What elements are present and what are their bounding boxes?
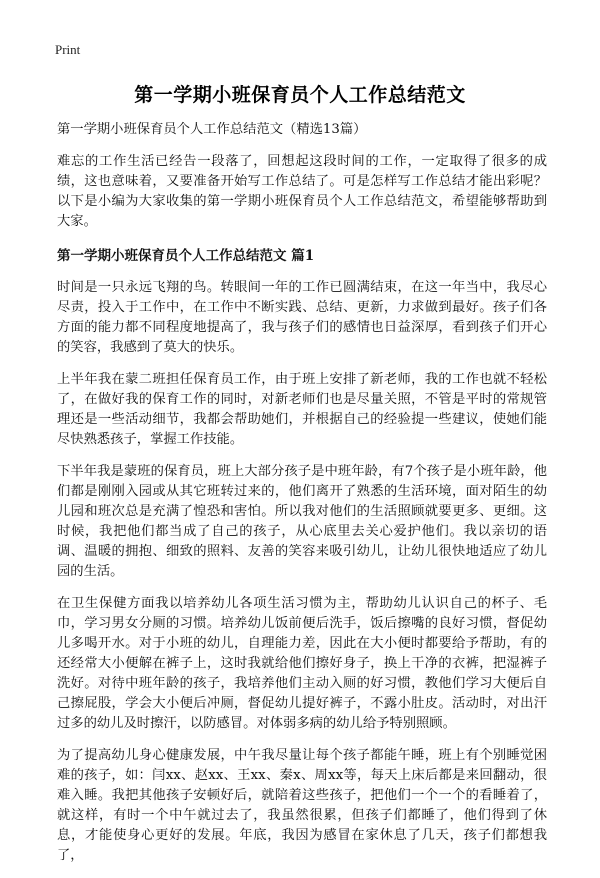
- print-link[interactable]: Print: [55, 42, 81, 57]
- page-title: 第一学期小班保育员个人工作总结范文: [134, 84, 466, 106]
- document-subtitle: 第一学期小班保育员个人工作总结范文（精选13篇）: [57, 122, 367, 137]
- article-body: [57, 120, 547, 878]
- body-paragraph: 下半年我是蒙班的保育员，班上大部分孩子是中班年龄，有7个孩子是小班年龄，他们都是刚刚入园或从其它班转过来的，他们离开了熟悉的生活环境，面对陌生的幼儿园和班次总是充满了惶恐和害怕。所以我对他们的生活照顾就要更多、更细。这时候，我把他们都当成了自己的孩子，从心底里去关心爱护他们。我以亲切的语调、温暖的拥抱、细致的照料、友善的笑容来吸引幼儿，让幼儿很快地适应了幼儿园的生活。: [57, 464, 547, 579]
- body-paragraph: 上半年我在蒙二班担任保育员工作，由于班上安排了新老师，我的工作也就不轻松了，在做好我的保育工作的同时，对新老师们也是尽量关照，不管是平时的常规管理还是一些活动细节，我都会帮助她们，并根据自己的经验提一些建议，使她们能尽快熟悉孩子，掌握工作技能。: [57, 372, 547, 447]
- body-paragraph: 在卫生保健方面我以培养幼儿各项生活习惯为主，帮助幼儿认识自己的杯子、毛巾，学习男女分厕的习惯。培养幼儿饭前便后洗手，饭后擦嘴的良好习惯，督促幼儿多喝开水。对于小班的幼儿，自理能力差，因此在大小便时都要给予帮助，有的还经常大小便解在裤子上，这时我就给他们擦好身子，换上干净的衣裤，把湿裤子洗好。对待中班年龄的孩子，我培养他们主动入厕的好习惯，教他们学习大便后自己擦屁股，学会大小便后冲厕，督促幼儿提好裤子，不露小肚皮。活动时，对出汗过多的幼儿及时擦汗，以防感冒。对体弱多病的幼儿给予特别照顾。: [57, 596, 547, 731]
- body-paragraph: 时间是一只永远飞翔的鸟。转眼间一年的工作已圆满结束，在这一年当中，我尽心尽责，投入于工作中，在工作中不断实践、总结、更新，力求做到最好。孩子们各方面的能力都不同程度地提高了，我与孩子们的感情也日益深厚，看到孩子们开心的笑容，我感到了莫大的快乐。: [57, 280, 547, 355]
- section-heading: 第一学期小班保育员个人工作总结范文 篇1: [57, 248, 315, 264]
- intro-paragraph: 难忘的工作生活已经告一段落了，回想起这段时间的工作，一定取得了很多的成绩，这也意味着，又要准备开始写工作总结了。可是怎样写工作总结才能出彩呢？以下是小编为大家收集的第一学期小班保育员个人工作总结范文，希望能够帮助到大家。: [57, 154, 547, 229]
- body-paragraph: 为了提高幼儿身心健康发展，中午我尽量让每个孩子都能午睡，班上有个别睡觉困难的孩子，如：闫xx、赵xx、王xx、秦x、周xx等，每天上床后都是来回翻动，很难入睡。我把其他孩子安顿好后，就陪着这些孩子，把他们一个一个的看睡着了，就这样，有时一个中午就过去了，我虽然很累，但孩子们都睡了，他们得到了休息，才能使身心更好的发展。年底，我因为感冒在家休息了几天，孩子们都想我了，: [57, 748, 547, 863]
